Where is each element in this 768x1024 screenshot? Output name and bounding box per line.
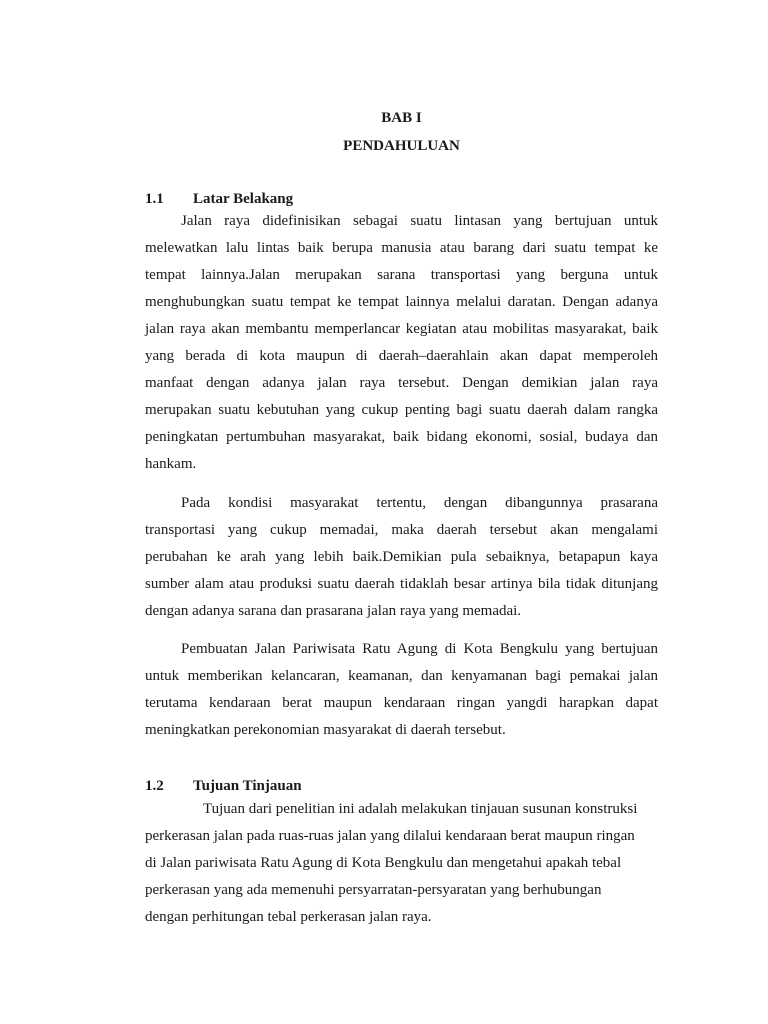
paragraph-line: di Jalan pariwisata Ratu Agung di Kota Bengkulu dan mengetahui apakah tebal [145, 855, 622, 871]
paragraph-line: perubahan ke arah yang lebih baik.Demikian pula sebaiknya, betapapun kaya [145, 549, 658, 565]
paragraph-line: untuk memberikan kelancaran, keamanan, dan kenyamanan bagi pemakai jalan [145, 668, 658, 684]
paragraph-line: melewatkan lalu lintas baik berupa manusia atau barang dari suatu tempat ke [145, 240, 658, 256]
section-number: 1.2 [145, 778, 164, 794]
section-title: Latar Belakang [193, 191, 294, 207]
paragraph-line: Pembuatan Jalan Pariwisata Ratu Agung di Kota Bengkulu yang bertujuan [181, 641, 658, 657]
paragraph-line: perkerasan yang ada memenuhi persyarratan-persyaratan yang berhubungan [145, 882, 602, 898]
paragraph-line: menghubungkan suatu tempat ke tempat lainnya melalui daratan. Dengan adanya [145, 294, 658, 310]
paragraph-latar-belakang-1 [145, 208, 658, 478]
paragraph-line: perkerasan jalan pada ruas-ruas jalan yang dilalui kendaraan berat maupun ringan [145, 828, 635, 844]
section-heading-tujuan-tinjauan [145, 777, 302, 795]
paragraph-line: terutama kendaraan berat maupun kendaraan ringan yangdi harapkan dapat [145, 695, 658, 711]
paragraph-latar-belakang-2 [145, 490, 658, 625]
section-title: Tujuan Tinjauan [193, 778, 302, 794]
paragraph-line: jalan raya akan membantu memperlancar kegiatan atau mobilitas masyarakat, baik [145, 321, 658, 337]
paragraph-line: manfaat dengan adanya jalan raya tersebut. Dengan demikian jalan raya [145, 375, 658, 391]
paragraph-tujuan-tinjauan-1 [145, 796, 658, 931]
section-number: 1.1 [145, 191, 164, 207]
paragraph-line: hankam. [145, 456, 197, 472]
paragraph-line: Jalan raya didefinisikan sebagai suatu lintasan yang bertujuan untuk [181, 213, 658, 229]
chapter-title: PENDAHULUAN [343, 138, 460, 154]
section-heading-latar-belakang [145, 190, 293, 208]
paragraph-line: dengan perhitungan tebal perkerasan jalan raya. [145, 909, 432, 925]
paragraph-line: Tujuan dari penelitian ini adalah melakukan tinjauan susunan konstruksi [203, 801, 638, 817]
paragraph-line: yang berada di kota maupun di daerah–daerahlain akan dapat memperoleh [145, 348, 658, 364]
paragraph-line: tempat lainnya.Jalan merupakan sarana transportasi yang berguna untuk [145, 267, 658, 283]
paragraph-latar-belakang-3 [145, 636, 658, 744]
chapter-number: BAB I [381, 110, 422, 126]
paragraph-line: dengan adanya sarana dan prasarana jalan raya yang memadai. [145, 603, 522, 619]
paragraph-line: Pada kondisi masyarakat tertentu, dengan dibangunnya prasarana [181, 495, 658, 511]
paragraph-line: peningkatan pertumbuhan masyarakat, baik bidang ekonomi, sosial, budaya dan [145, 429, 658, 445]
paragraph-line: merupakan suatu kebutuhan yang cukup penting bagi suatu daerah dalam rangka [145, 402, 658, 418]
paragraph-line: sumber alam atau produksi suatu daerah tidaklah besar artinya bila tidak ditunjang [145, 576, 658, 592]
paragraph-line: meningkatkan perekonomian masyarakat di daerah tersebut. [145, 722, 506, 738]
paragraph-line: transportasi yang cukup memadai, maka daerah tersebut akan mengalami [145, 522, 658, 538]
